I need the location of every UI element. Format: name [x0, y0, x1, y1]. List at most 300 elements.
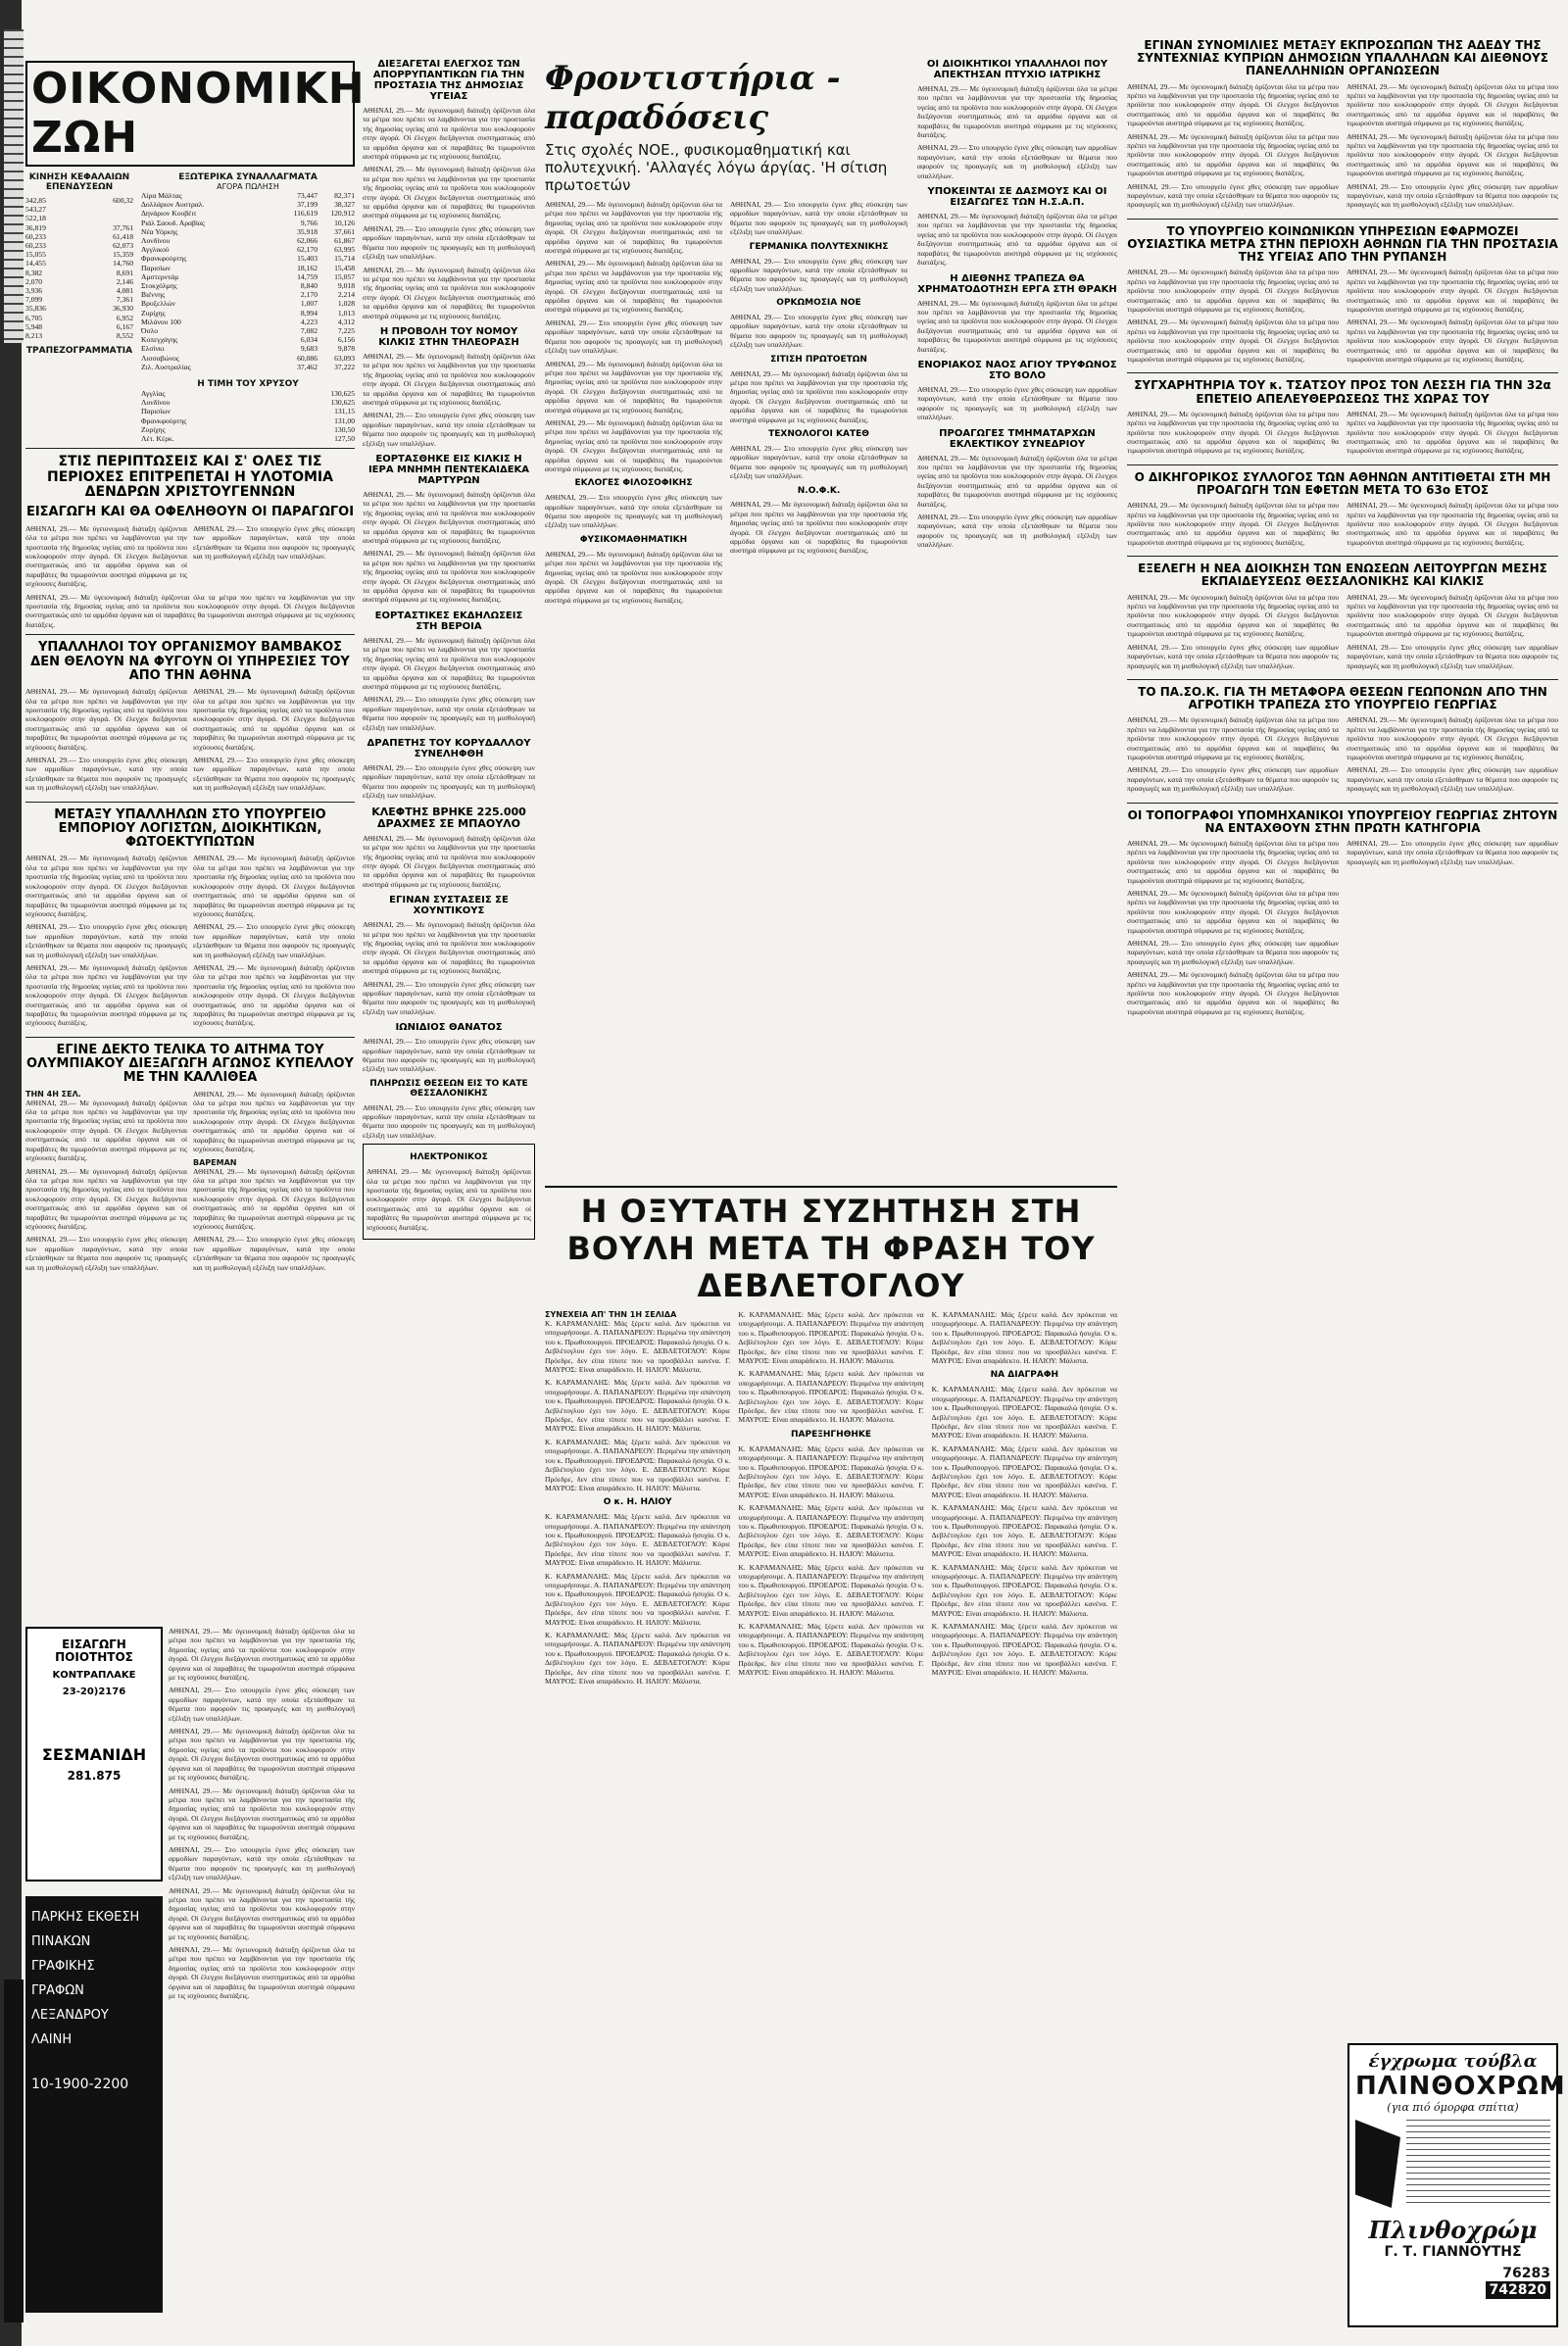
capital-value-b: 61,418 — [113, 231, 133, 241]
article-adedy-e: ΑΘΗΝΑΙ, 29.— Με ύγειονομική διάταξη όρίζονται όλα τα μέτρα που πρέπει να λαμβάνονται για την προστασία τής δημοσίας υγείας από τα προϊόντα που κυκλοφορούν στην άγορά. Οί έλεγχοι διεξάγονται συστηματικώς από τα αρμόδια όργανα και οί παραβάτες θα τιμωρούνται αυστηρά σύμφωνα με τις ισχύουσες διατάξεις. — [1347, 131, 1558, 178]
ad-ekthesi — [25, 1896, 163, 2313]
left-block-2 — [4, 1979, 24, 2322]
headline-adedy: ΕΓΙΝΑΝ ΣΥΝΟΜΙΛΙΕΣ ΜΕΤΑΞΥ ΕΚΠΡΟΣΩΠΩΝ ΤΗΣ ΑΔΕΔΥ ΤΗΣ ΣΥΝΤΕΧΝΙΑΣ ΚΥΠΡΙΩΝ ΔΗΜΟΣΙΩΝ ΥΠΑΛΛΗΛΩΝ ΚΑΙ ΔΙΕΘΝΟΥΣ ΠΑΝΕΛΛΗΝΙΩΝ ΟΡΓΑΝΩΣΕΩΝ — [1137, 38, 1548, 78]
sub-technologoi: ΤΕΧΝΟΛΟΓΟΙ ΚΑΤΕΘ — [768, 428, 869, 439]
vouli-text-r: Κ. ΚΑΡΑΜΑΝΛΗΣ: Μάς ξέρετε καλά. Δεν πρόκειται να υποχωρήσουμε. Α. ΠΑΠΑΝΔΡΕΟΥ: Περιμένω την απάντηση του κ. Πρωθυπουργού. ΠΡΟΕΔΡΟΣ: Παρακαλώ ήσυχία. Ο κ. Δεβλέτογλου έχει τον λόγο. Ε. ΔΕΒΛΕΤΟΓΛΟΥ: Κύριε Πρόεδρε, δεν είπα τίποτε που να προσβάλλει κανένα. Γ. ΜΑΥΡΟΣ: Είναι απαράδεκτο. Η. ΗΛΙΟΥ: Μάλιστα. — [931, 1622, 1117, 1678]
capital-value-a: 60,233 — [25, 231, 46, 241]
ad2-line1: ΠΑΡΚΗΣ ΕΚΘΕΣΗ — [31, 1910, 140, 1925]
headline-kypello: ΕΓΙΝΕ ΔΕΚΤΟ ΤΕΛΙΚΑ ΤΟ ΑΙΤΗΜΑ ΤΟΥ ΟΛΥΜΠΙΑΚΟΥ ΔΙΕΞΑΓΩΓΗ ΑΓΩΝΟΣ ΚΥΠΕΛΛΟΥ ΜΕ ΤΗΝ ΚΑΛΛΙΘΕΑ — [26, 1042, 354, 1086]
gold-value: 130,625 — [330, 389, 355, 399]
exchange-row — [141, 191, 355, 200]
exchange-buy: 8,994 — [300, 308, 318, 318]
exchange-sell: 61,867 — [334, 236, 355, 246]
exchange-row — [141, 245, 355, 254]
article-adedy-c: ΑΘΗΝΑΙ, 29.— Στο υπουργείο έγινε χθες σύσκεψη των αρμοδίων παραγόντων, κατά την οποία εξετάσθηκαν τα θέματα που αφορούν τις προαγωγές και τη μισθολογική εξέλιξη των υπαλλήλων. — [1127, 181, 1339, 210]
ad2-line6: ΛΑΙΝΗ — [31, 2032, 73, 2047]
ad1-line2: 23-20)2176 — [62, 1686, 126, 1698]
exchange-row — [141, 254, 355, 263]
article-emporiou-b: ΑΘΗΝΑΙ, 29.— Στο υπουργείο έγινε χθες σύσκεψη των αρμοδίων παραγόντων, κατά την οποία εξετάσθηκαν τα θέματα που αφορούν τις προαγωγές και τη μισθολογική εξέλιξη των υπαλλήλων. — [25, 922, 187, 959]
exchange-name: Νέα Υόρκης — [141, 226, 178, 236]
sub-filosofiki: ΕΚΛΟΓΕΣ ΦΙΛΟΣΟΦΙΚΗΣ — [574, 478, 693, 489]
gold-row — [141, 416, 355, 425]
headline-dikigoroi: Ο ΔΙΚΗΓΟΡΙΚΟΣ ΣΥΛΛΟΓΟΣ ΤΩΝ ΑΘΗΝΩΝ ΑΝΤΙΤΙΘΕΤΑΙ ΣΤΗ ΜΗ ΠΡΟΑΓΩΓΗ ΤΩΝ ΕΦΕΤΩΝ ΜΕΤΑ ΤΟ 63ο ΕΤΟΣ — [1134, 469, 1551, 498]
ad2-hours: 10-1900-2200 — [31, 2077, 129, 2092]
exchange-sell: 6,156 — [337, 335, 355, 345]
capital-value-a: 8,382 — [25, 268, 43, 277]
headline-pasok: ΤΟ ΠΑ.ΣΟ.Κ. ΓΙΑ ΤΗ ΜΕΤΑΦΟΡΑ ΘΕΣΕΩΝ ΓΕΩΠΟΝΩΝ ΑΠΟ ΤΗΝ ΑΓΡΟΤΙΚΗ ΤΡΑΠΕΖΑ ΣΤΟ ΥΠΟΥΡΓΕΙΟ ΓΕΩΡΓΙΑΣ — [1138, 684, 1547, 712]
exchange-row — [141, 354, 355, 363]
exchange-buy: 9,683 — [300, 344, 318, 354]
vouli-text-a: Κ. ΚΑΡΑΜΑΝΛΗΣ: Μάς ξέρετε καλά. Δεν πρόκειται να υποχωρήσουμε. Α. ΠΑΠΑΝΔΡΕΟΥ: Περιμένω την απάντηση του κ. Πρωθυπουργού. ΠΡΟΕΔΡΟΣ: Παρακαλώ ήσυχία. Ο κ. Δεβλέτογλου έχει τον λόγο. Ε. ΔΕΒΛΕΤΟΓΛΟΥ: Κύριε Πρόεδρε, δεν είπα τίποτε που να προσβάλλει κανένα. Γ. ΜΑΥΡΟΣ: Είναι απαράδεκτο. Η. ΗΛΙΟΥ: Μάλιστα. — [545, 1319, 731, 1375]
capital-table — [25, 196, 133, 340]
article-left-bottom-g: ΑΘΗΝΑΙ, 29.— Με ύγειονομική διάταξη όρίζονται όλα τα μέτρα που πρέπει να λαμβάνονται για την προστασία τής δημοσίας υγείας από τα προϊόντα που κυκλοφορούν στην άγορά. Οί έλεγχοι διεξάγονται συστηματικώς από τα αρμόδια όργανα και οί παραβάτες θα τιμωρούνται αυστηρά σύμφωνα με τις ισχύουσες διατάξεις. — [169, 1945, 355, 2001]
feature-subtitle: Στις σχολές ΝΟΕ., φυσικομαθηματική και πολυτεχνική. 'Αλλαγές λόγω άργίας. 'Η σίτιση πρωτοετών — [545, 141, 888, 194]
exchange-name: Παρισίων — [141, 263, 171, 272]
exchange-sell: 15,458 — [334, 263, 355, 272]
headline-vouli: Η ΟΞΥΤΑΤΗ ΣΥΖΗΤΗΣΗ ΣΤΗ ΒΟΥΛΗ ΜΕΤΑ ΤΗ ΦΡΑΣΗ ΤΟΥ ΔΕΒΛΕΤΟΓΛΟΥ — [566, 1193, 1096, 1304]
capital-row — [25, 196, 133, 205]
feature-text-j: ΑΘΗΝΑΙ, 29.— Στο υπουργείο έγινε χθες σύσκεψη των αρμοδίων παραγόντων, κατά την οποία εξετάσθηκαν τα θέματα που αφορούν τις προαγωγές και τη μισθολογική εξέλιξη των υπαλλήλων. — [730, 313, 907, 350]
exchange-row — [141, 209, 355, 218]
exchange-name: Αμστερντάμ — [141, 271, 179, 281]
article-elegxos-d: ΑΘΗΝΑΙ, 29.— Με ύγειονομική διάταξη όρίζονται όλα τα μέτρα που πρέπει να λαμβάνονται για την προστασία τής δημοσίας υγείας από τα προϊόντα που κυκλοφορούν στην άγορά. Οί έλεγχοι διεξάγονται συστηματικώς από τα αρμόδια όργανα και οί παραβάτες θα τιμωρούνται αυστηρά σύμφωνα με τις ισχύουσες διατάξεις. — [363, 265, 535, 320]
capital-value-b: 37,761 — [113, 222, 133, 232]
exchange-name: Ζιλ. Αυστραλίας — [141, 362, 191, 371]
vouli-subhead-parexigithike: ΠΑΡΕΞΗΓΗΘΗΚΕ — [790, 1429, 872, 1440]
article-perip-a: ΑΘΗΝΑΙ, 29.— Με ύγειονομική διάταξη όρίζονται όλα τα μέτρα που πρέπει να λαμβάνονται για την προστασία τής δημοσίας υγείας από τα προϊόντα που κυκλοφορούν στην άγορά. Οί έλεγχοι διεξάγονται συστηματικώς από τα αρμόδια όργανα και οί παραβάτες θα τιμωρούνται αυστηρά σύμφωνα με τις ισχύουσες διατάξεις. — [25, 523, 187, 589]
feature-text-g: ΑΘΗΝΑΙ, 29.— Με ύγειονομική διάταξη όρίζονται όλα τα μέτρα που πρέπει να λαμβάνονται για την προστασία τής δημοσίας υγείας από τα προϊόντα που κυκλοφορούν στην άγορά. Οί έλεγχοι διεξάγονται συστηματικώς από τα αρμόδια όργανα και οί παραβάτες θα τιμωρούνται αυστηρά σύμφωνα με τις ισχύουσες διατάξεις. — [545, 549, 722, 605]
gold-name: Λέτ. Κέρκ. — [141, 434, 174, 444]
exchange-sell: 63,093 — [334, 353, 355, 363]
capital-value-b: 2,146 — [116, 276, 133, 286]
article-thesseis: ΑΘΗΝΑΙ, 29.— Στο υπουργείο έγινε χθες σύσκεψη των αρμοδίων παραγόντων, κατά την οποία εξετάσθηκαν τα θέματα που αφορούν τις προαγωγές και τη μισθολογική εξέλιξη των υπαλλήλων. — [363, 1102, 535, 1140]
capital-row — [25, 277, 133, 286]
exchange-buy: 37,199 — [297, 200, 318, 210]
article-ilektronikos: ΑΘΗΝΑΙ, 29.— Με ύγειονομική διάταξη όρίζονται όλα τα μέτρα που πρέπει να λαμβάνονται για την προστασία τής δημοσίας υγείας από τα προϊόντα που κυκλοφορούν στην άγορά. Οί έλεγχοι διεξάγονται συστηματικώς από τα αρμόδια όργανα και οί παραβάτες θα τιμωρούνται αυστηρά σύμφωνα με τις ισχύουσες διατάξεις. — [367, 1167, 531, 1232]
vouli-text-i: Κ. ΚΑΡΑΜΑΝΛΗΣ: Μάς ξέρετε καλά. Δεν πρόκειται να υποχωρήσουμε. Α. ΠΑΠΑΝΔΡΕΟΥ: Περιμένω την απάντηση του κ. Πρωθυπουργού. ΠΡΟΕΔΡΟΣ: Παρακαλώ ήσυχία. Ο κ. Δεβλέτογλου έχει τον λόγο. Ε. ΔΕΒΛΕΤΟΓΛΟΥ: Κύριε Πρόεδρε, δεν είπα τίποτε που να προσβάλλει κανένα. Γ. ΜΑΥΡΟΣ: Είναι απαράδεκτο. Η. ΗΛΙΟΥ: Μάλιστα. — [738, 1443, 924, 1499]
feature-title: Φροντιστήρια - παραδόσεις — [545, 59, 841, 137]
exchange-sell: 63,995 — [334, 245, 355, 255]
exchange-buy: 62,170 — [297, 245, 318, 255]
ad2-line4: ΓΡΑΦΩΝ — [31, 1983, 84, 1998]
ad2-line2: ΠΙΝΑΚΩΝ — [31, 1934, 91, 1949]
exchange-sell: 37,661 — [334, 226, 355, 236]
article-enoseis-d: ΑΘΗΝΑΙ, 29.— Στο υπουργείο έγινε χθες σύσκεψη των αρμοδίων παραγόντων, κατά την οποία εξετάσθηκαν τα θέματα που αφορούν τις προαγωγές και τη μισθολογική εξέλιξη των υπαλλήλων. — [1347, 642, 1558, 670]
article-provoli-a: ΑΘΗΝΑΙ, 29.— Με ύγειονομική διάταξη όρίζονται όλα τα μέτρα που πρέπει να λαμβάνονται για την προστασία τής δημοσίας υγείας από τα προϊόντα που κυκλοφορούν στην άγορά. Οί έλεγχοι διεξάγονται συστηματικώς από τα αρμόδια όργανα και οί παραβάτες θα τιμωρούνται αυστηρά σύμφωνα με τις ισχύουσες διατάξεις. — [363, 351, 535, 407]
brick-icon — [1355, 2120, 1400, 2208]
headline-dioikitikoi: ΟΙ ΔΙΟΙΚΗΤΙΚΟΙ ΥΠΑΛΛΗΛΟΙ ΠΟΥ ΑΠΕΚΤΗΣΑΝ ΠΤΥΧΙΟ ΙΑΤΡΙΚΗΣ — [926, 59, 1108, 80]
article-kypello-c: ΑΘΗΝΑΙ, 29.— Στο υπουργείο έγινε χθες σύσκεψη των αρμοδίων παραγόντων, κατά την οποία εξετάσθηκαν τα θέματα που αφορούν τις προαγωγές και τη μισθολογική εξέλιξη των υπαλλήλων. — [25, 1235, 187, 1272]
ad3-sub: (για πιό όμορφα σπίτια) — [1387, 2101, 1519, 2114]
exchange-row — [141, 264, 355, 272]
right-column — [1127, 0, 1558, 1020]
capital-value-b: 7,361 — [116, 295, 133, 305]
vouli-text-e: Κ. ΚΑΡΑΜΑΝΛΗΣ: Μάς ξέρετε καλά. Δεν πρόκειται να υποχωρήσουμε. Α. ΠΑΠΑΝΔΡΕΟΥ: Περιμένω την απάντηση του κ. Πρωθυπουργού. ΠΡΟΕΔΡΟΣ: Παρακαλώ ήσυχία. Ο κ. Δεβλέτογλου έχει τον λόγο. Ε. ΔΕΒΛΕΤΟΓΛΟΥ: Κύριε Πρόεδρε, δεν είπα τίποτε που να προσβάλλει κανένα. Γ. ΜΑΥΡΟΣ: Είναι απαράδεκτο. Η. ΗΛΙΟΥ: Μάλιστα. — [545, 1571, 731, 1627]
capital-value-a: 3,936 — [25, 286, 43, 296]
ad1-phone: 281.875 — [67, 1768, 122, 1783]
gold-name: Ζυρίχης — [141, 424, 166, 434]
capital-value-a: 543,27 — [25, 205, 46, 215]
article-dikigoroi-b: ΑΘΗΝΑΙ, 29.— Με ύγειονομική διάταξη όρίζονται όλα τα μέτρα που πρέπει να λαμβάνονται για την προστασία τής δημοσίας υγείας από τα προϊόντα που κυκλοφορούν στην άγορά. Οί έλεγχοι διεξάγονται συστηματικώς από τα αρμόδια όργανα και οί παραβάτες θα τιμωρούνται αυστηρά σύμφωνα με τις ισχύουσες διατάξεις. — [1347, 501, 1558, 547]
headline-enoseis: ΕΞΕΛΕΓΗ Η ΝΕΑ ΔΙΟΙΚΗΣΗ ΤΩΝ ΕΝΩΣΕΩΝ ΛΕΙΤΟΥΡΓΩΝ ΜΕΣΗΣ ΕΚΠΑΙΔΕΥΣΕΩΣ ΘΕΣΣΑΛΟΝΙΚΗΣ ΚΑΙ ΚΙΛΚΙΣ — [1138, 562, 1547, 589]
article-pasok-a: ΑΘΗΝΑΙ, 29.— Με ύγειονομική διάταξη όρίζονται όλα τα μέτρα που πρέπει να λαμβάνονται για την προστασία τής δημοσίας υγείας από τα προϊόντα που κυκλοφορούν στην άγορά. Οί έλεγχοι διεξάγονται συστηματικώς από τα αρμόδια όργανα και οί παραβάτες θα τιμωρούνται αυστηρά σύμφωνα με τις ισχύουσες διατάξεις. — [1127, 715, 1339, 761]
vouli-text-o: Κ. ΚΑΡΑΜΑΝΛΗΣ: Μάς ξέρετε καλά. Δεν πρόκειται να υποχωρήσουμε. Α. ΠΑΠΑΝΔΡΕΟΥ: Περιμένω την απάντηση του κ. Πρωθυπουργού. ΠΡΟΕΔΡΟΣ: Παρακαλώ ήσυχία. Ο κ. Δεβλέτογλου έχει τον λόγο. Ε. ΔΕΒΛΕΤΟΓΛΟΥ: Κύριε Πρόεδρε, δεν είπα τίποτε που να προσβάλλει κανένα. Γ. ΜΑΥΡΟΣ: Είναι απαράδεκτο. Η. ΗΛΙΟΥ: Μάλιστα. — [931, 1443, 1117, 1499]
exchange-row — [141, 236, 355, 245]
article-tmimatarches-a: ΑΘΗΝΑΙ, 29.— Με ύγειονομική διάταξη όρίζονται όλα τα μέτρα που πρέπει να λαμβάνονται για την προστασία τής δημοσίας υγείας από τα προϊόντα που κυκλοφορούν στην άγορά. Οί έλεγχοι διεξάγονται συστηματικώς από τα αρμόδια όργανα και οί παραβάτες θα τιμωρούνται αυστηρά σύμφωνα με τις ισχύουσες διατάξεις. — [917, 453, 1117, 509]
gold-heading: Η ΤΙΜΗ ΤΟΥ ΧΡΥΣΟΥ — [197, 379, 299, 390]
exchange-sell: 10,126 — [334, 218, 355, 227]
column-three — [363, 0, 535, 1240]
exchange-name: Βιέννης — [141, 290, 166, 300]
capital-row — [25, 331, 133, 340]
capital-row — [25, 314, 133, 322]
exchange-sell: 9,018 — [337, 281, 355, 291]
article-pasok-b: ΑΘΗΝΑΙ, 29.— Στο υπουργείο έγινε χθες σύσκεψη των αρμοδίων παραγόντων, κατά την οποία εξετάσθηκαν τα θέματα που αφορούν τις προαγωγές και τη μισθολογική εξέλιξη των υπαλλήλων. — [1127, 765, 1339, 794]
article-elegxos-a: ΑΘΗΝΑΙ, 29.— Με ύγειονομική διάταξη όρίζονται όλα τα μέτρα που πρέπει να λαμβάνονται για την προστασία τής δημοσίας υγείας από τα προϊόντα που κυκλοφορούν στην άγορά. Οί έλεγχοι διεξάγονται συστηματικώς από τα αρμόδια όργανα και οί παραβάτες θα τιμωρούνται αυστηρά σύμφωνα με τις ισχύουσες διατάξεις. — [363, 106, 535, 162]
exchange-sell: 82,371 — [334, 191, 355, 200]
feature-text-b: ΑΘΗΝΑΙ, 29.— Με ύγειονομική διάταξη όρίζονται όλα τα μέτρα που πρέπει να λαμβάνονται για την προστασία τής δημοσίας υγείας από τα προϊόντα που κυκλοφορούν στην άγορά. Οί έλεγχοι διεξάγονται συστηματικώς από τα αρμόδια όργανα και οί παραβάτες θα τιμωρούνται αυστηρά σύμφωνα με τις ισχύουσες διατάξεις. — [545, 259, 722, 315]
exchange-row — [141, 299, 355, 308]
parliament-story — [545, 1181, 1117, 1690]
vouli-text-k: Κ. ΚΑΡΑΜΑΝΛΗΣ: Μάς ξέρετε καλά. Δεν πρόκειται να υποχωρήσουμε. Α. ΠΑΠΑΝΔΡΕΟΥ: Περιμένω την απάντηση του κ. Πρωθυπουργού. ΠΡΟΕΔΡΟΣ: Παρακαλώ ήσυχία. Ο κ. Δεβλέτογλου έχει τον λόγο. Ε. ΔΕΒΛΕΤΟΓΛΟΥ: Κύριε Πρόεδρε, δεν είπα τίποτε που να προσβάλλει κανένα. Γ. ΜΑΥΡΟΣ: Είναι απαράδεκτο. Η. ΗΛΙΟΥ: Μάλιστα. — [738, 1562, 924, 1618]
article-tsatsos-a: ΑΘΗΝΑΙ, 29.— Με ύγειονομική διάταξη όρίζονται όλα τα μέτρα που πρέπει να λαμβάνονται για την προστασία τής δημοσίας υγείας από τα προϊόντα που κυκλοφορούν στην άγορά. Οί έλεγχοι διεξάγονται συστηματικώς από τα αρμόδια όργανα και οί παραβάτες θα τιμωρούνται αυστηρά σύμφωνα με τις ισχύουσες διατάξεις. — [1127, 409, 1339, 456]
capital-value-b: 14,760 — [113, 259, 133, 269]
capital-value-a: 60,233 — [25, 241, 46, 251]
exchange-sell: 2,214 — [337, 290, 355, 300]
exchange-row — [141, 281, 355, 290]
capital-value-b: 8,552 — [116, 331, 133, 341]
capital-value-b: 600,32 — [113, 196, 133, 205]
article-perip-b: ΑΘΗΝΑΙ, 29.— Στο υπουργείο έγινε χθες σύσκεψη των αρμοδίων παραγόντων, κατά την οποία εξετάσθηκαν τα θέματα που αφορούν τις προαγωγές και τη μισθολογική εξέλιξη των υπαλλήλων. — [193, 523, 355, 561]
capital-value-a: 14,455 — [25, 259, 46, 269]
exchange-buy: 4,223 — [300, 317, 318, 326]
article-ypokeitai: ΑΘΗΝΑΙ, 29.— Με ύγειονομική διάταξη όρίζονται όλα τα μέτρα που πρέπει να λαμβάνονται για την προστασία τής δημοσίας υγείας από τα προϊόντα που κυκλοφορούν στην άγορά. Οί έλεγχοι διεξάγονται συστηματικώς από τα αρμόδια όργανα και οί παραβάτες θα τιμωρούνται αυστηρά σύμφωνα με τις ισχύουσες διατάξεις. — [917, 212, 1117, 268]
article-vamvaki-c: ΑΘΗΝΑΙ, 29.— Με ύγειονομική διάταξη όρίζονται όλα τα μέτρα που πρέπει να λαμβάνονται για την προστασία τής δημοσίας υγείας από τα προϊόντα που κυκλοφορούν στην άγορά. Οί έλεγχοι διεξάγονται συστηματικώς από τα αρμόδια όργανα και οί παραβάτες θα τιμωρούνται αυστηρά σύμφωνα με τις ισχύουσες διατάξεις. — [193, 687, 355, 752]
box-ilektronikos — [363, 1144, 535, 1240]
article-topografoi-e: ΑΘΗΝΑΙ, 29.— Στο υπουργείο έγινε χθες σύσκεψη των αρμοδίων παραγόντων, κατά την οποία εξετάσθηκαν τα θέματα που αφορούν τις προαγωγές και τη μισθολογική εξέλιξη των υπαλλήλων. — [1347, 838, 1558, 866]
vouli-text-b: Κ. ΚΑΡΑΜΑΝΛΗΣ: Μάς ξέρετε καλά. Δεν πρόκειται να υποχωρήσουμε. Α. ΠΑΠΑΝΔΡΕΟΥ: Περιμένω την απάντηση του κ. Πρωθυπουργού. ΠΡΟΕΔΡΟΣ: Παρακαλώ ήσυχία. Ο κ. Δεβλέτογλου έχει τον λόγο. Ε. ΔΕΒΛΕΤΟΓΛΟΥ: Κύριε Πρόεδρε, δεν είπα τίποτε που να προσβάλλει κανένα. Γ. ΜΑΥΡΟΣ: Είναι απαράδεκτο. Η. ΗΛΙΟΥ: Μάλιστα. — [545, 1378, 731, 1434]
article-pasok-d: ΑΘΗΝΑΙ, 29.— Στο υπουργείο έγινε χθες σύσκεψη των αρμοδίων παραγόντων, κατά την οποία εξετάσθηκαν τα θέματα που αφορούν τις προαγωγές και τη μισθολογική εξέλιξη των υπαλλήλων. — [1347, 765, 1558, 794]
capital-row — [25, 250, 133, 259]
ad3-text-block — [1406, 2120, 1550, 2208]
article-adedy-f: ΑΘΗΝΑΙ, 29.— Στο υπουργείο έγινε χθες σύσκεψη των αρμοδίων παραγόντων, κατά την οποία εξετάσθηκαν τα θέματα που αφορούν τις προαγωγές και τη μισθολογική εξέλιξη των υπαλλήλων. — [1347, 181, 1558, 210]
exchange-row — [141, 335, 355, 344]
headline-topografoi: ΟΙ ΤΟΠΟΓΡΑΦΟΙ ΥΠΟΜΗΧΑΝΙΚΟΙ ΥΠΟΥΡΓΕΙΟΥ ΓΕΩΡΓΙΑΣ ΖΗΤΟΥΝ ΝΑ ΕΝΤΑΧΘΟΥΝ ΣΤΗΝ ΠΡΩΤΗ ΚΑΤΗΓΟΡΙΑ — [1127, 807, 1558, 835]
capital-value-a: 36,819 — [25, 222, 46, 232]
vouli-text-c: Κ. ΚΑΡΑΜΑΝΛΗΣ: Μάς ξέρετε καλά. Δεν πρόκειται να υποχωρήσουμε. Α. ΠΑΠΑΝΔΡΕΟΥ: Περιμένω την απάντηση του κ. Πρωθυπουργού. ΠΡΟΕΔΡΟΣ: Παρακαλώ ήσυχία. Ο κ. Δεβλέτογλου έχει τον λόγο. Ε. ΔΕΒΛΕΤΟΓΛΟΥ: Κύριε Πρόεδρε, δεν είπα τίποτε που να προσβάλλει κανένα. Γ. ΜΑΥΡΟΣ: Είναι απαράδεκτο. Η. ΗΛΙΟΥ: Μάλιστα. — [545, 1437, 731, 1492]
exchange-row — [141, 363, 355, 371]
exchange-name: Στοκχόλμης — [141, 281, 177, 291]
exchange-buy: 60,086 — [297, 353, 318, 363]
gold-row — [141, 425, 355, 434]
ad2-line3: ΓΡΑΦΙΚΗΣ — [31, 1959, 95, 1974]
capital-row — [25, 269, 133, 277]
capital-row — [25, 304, 133, 313]
article-kypello-d: ΑΘΗΝΑΙ, 29.— Με ύγειονομική διάταξη όρίζονται όλα τα μέτρα που πρέπει να λαμβάνονται για την προστασία τής δημοσίας υγείας από τα προϊόντα που κυκλοφορούν στην άγορά. Οί έλεγχοι διεξάγονται συστηματικώς από τα αρμόδια όργανα και οί παραβάτες θα τιμωρούνται αυστηρά σύμφωνα με τις ισχύουσες διατάξεις. — [193, 1089, 355, 1154]
left-label-b: ΒΑΡΕΜΑΝ — [193, 1157, 237, 1167]
ad3-brand: Πλινθοχρώμ — [1368, 2216, 1538, 2244]
ad3-top: έγχρωμα τούβλα — [1368, 2051, 1538, 2072]
capital-value-a: 342,85 — [25, 196, 46, 205]
article-provoli-b: ΑΘΗΝΑΙ, 29.— Στο υπουργείο έγινε χθες σύσκεψη των αρμοδίων παραγόντων, κατά την οποία εξετάσθηκαν τα θέματα που αφορούν τις προαγωγές και τη μισθολογική εξέλιξη των υπαλλήλων. — [363, 411, 535, 448]
gold-name: Παρισίων — [141, 407, 171, 416]
ad1-brand: ΣΕΣΜΑΝΙΔΗ — [41, 1745, 147, 1765]
exchange-name: Λισσαβώνος — [141, 353, 179, 363]
article-naos: ΑΘΗΝΑΙ, 29.— Στο υπουργείο έγινε χθες σύσκεψη των αρμοδίων παραγόντων, κατά την οποία εξετάσθηκαν τα θέματα που αφορούν τις προαγωγές και τη μισθολογική εξέλιξη των υπαλλήλων. — [917, 384, 1117, 422]
exchange-name: Αγγλικού — [141, 245, 170, 255]
article-left-bottom-c: ΑΘΗΝΑΙ, 29.— Με ύγειονομική διάταξη όρίζονται όλα τα μέτρα που πρέπει να λαμβάνονται για την προστασία τής δημοσίας υγείας από τα προϊόντα που κυκλοφορούν στην άγορά. Οί έλεγχοι διεξάγονται συστηματικώς από τα αρμόδια όργανα και οί παραβάτες θα τιμωρούνται αυστηρά σύμφωνα με τις ισχύουσες διατάξεις. — [169, 1727, 355, 1783]
exchange-row — [141, 326, 355, 335]
exchange-heading: ΕΞΩΤΕΡΙΚΑ ΣΥΝΑΛΛΑΓΜΑΤΑ — [178, 172, 318, 182]
feature-text-c: ΑΘΗΝΑΙ, 29.— Στο υπουργείο έγινε χθες σύσκεψη των αρμοδίων παραγόντων, κατά την οποία εξετάσθηκαν τα θέματα που αφορούν τις προαγωγές και τη μισθολογική εξέλιξη των υπαλλήλων. — [545, 318, 722, 356]
gold-table — [141, 389, 355, 443]
headline-eisagogi: ΕΙΣΑΓΩΓΗ ΚΑΙ ΘΑ ΟΦΕΛΗΘΟΥΝ ΟΙ ΠΑΡΑΓΩΓΟΙ — [25, 505, 355, 520]
capital-row — [25, 286, 133, 295]
headline-veroia: ΕΟΡΤΑΣΤΙΚΕΣ ΕΚΔΗΛΩΣΕΙΣ ΣΤΗ ΒΕΡΟΙΑ — [374, 610, 523, 632]
article-ryp-c: ΑΘΗΝΑΙ, 29.— Με ύγειονομική διάταξη όρίζονται όλα τα μέτρα που πρέπει να λαμβάνονται για την προστασία τής δημοσίας υγείας από τα προϊόντα που κυκλοφορούν στην άγορά. Οί έλεγχοι διεξάγονται συστηματικώς από τα αρμόδια όργανα και οί παραβάτες θα τιμωρούνται αυστηρά σύμφωνα με τις ισχύουσες διατάξεις. — [1347, 268, 1558, 315]
article-topografoi-c: ΑΘΗΝΑΙ, 29.— Στο υπουργείο έγινε χθες σύσκεψη των αρμοδίων παραγόντων, κατά την οποία εξετάσθηκαν τα θέματα που αφορούν τις προαγωγές και τη μισθολογική εξέλιξη των υπαλλήλων. — [1127, 938, 1339, 966]
masthead-title: ΟΙΚΟΝΟΜΙΚΗ ΖΩΗ — [31, 64, 366, 163]
article-left-bottom-d: ΑΘΗΝΑΙ, 29.— Με ύγειονομική διάταξη όρίζονται όλα τα μέτρα που πρέπει να λαμβάνονται για την προστασία τής δημοσίας υγείας από τα προϊόντα που κυκλοφορούν στην άγορά. Οί έλεγχοι διεξάγονται συστηματικώς από τα αρμόδια όργανα και οί παραβάτες θα τιμωρούνται αυστηρά σύμφωνα με τις ισχύουσες διατάξεις. — [169, 1785, 355, 1841]
capital-value-a: 522,18 — [25, 214, 46, 223]
article-emporiou-e: ΑΘΗΝΑΙ, 29.— Στο υπουργείο έγινε χθες σύσκεψη των αρμοδίων παραγόντων, κατά την οποία εξετάσθηκαν τα θέματα που αφορούν τις προαγωγές και τη μισθολογική εξέλιξη των υπαλλήλων. — [193, 922, 355, 959]
gold-value: 130,50 — [334, 424, 355, 434]
headline-provoli: Η ΠΡΟΒΟΛΗ ΤΟΥ ΝΟΜΟΥ ΚΙΛΚΙΣ ΣΤΗΝ ΤΗΛΕΟΡΑΣΗ — [378, 325, 519, 348]
exchange-name: Δηνάριον Κουβέιτ — [141, 209, 197, 219]
article-emporiou-c: ΑΘΗΝΑΙ, 29.— Με ύγειονομική διάταξη όρίζονται όλα τα μέτρα που πρέπει να λαμβάνονται για την προστασία τής δημοσίας υγείας από τα προϊόντα που κυκλοφορούν στην άγορά. Οί έλεγχοι διεξάγονται συστηματικώς από τα αρμόδια όργανα και οί παραβάτες θα τιμωρούνται αυστηρά σύμφωνα με τις ισχύουσες διατάξεις. — [25, 962, 187, 1028]
exchange-sell: 4,312 — [337, 317, 355, 326]
vouli-text-g: Κ. ΚΑΡΑΜΑΝΛΗΣ: Μάς ξέρετε καλά. Δεν πρόκειται να υποχωρήσουμε. Α. ΠΑΠΑΝΔΡΕΟΥ: Περιμένω την απάντηση του κ. Πρωθυπουργού. ΠΡΟΕΔΡΟΣ: Παρακαλώ ήσυχία. Ο κ. Δεβλέτογλου έχει τον λόγο. Ε. ΔΕΒΛΕΤΟΓΛΟΥ: Κύριε Πρόεδρε, δεν είπα τίποτε που να προσβάλλει κανένα. Γ. ΜΑΥΡΟΣ: Είναι απαράδεκτο. Η. ΗΛΙΟΥ: Μάλιστα. — [738, 1310, 924, 1366]
article-kypello-f: ΑΘΗΝΑΙ, 29.— Στο υπουργείο έγινε χθες σύσκεψη των αρμοδίων παραγόντων, κατά την οποία εξετάσθηκαν τα θέματα που αφορούν τις προαγωγές και τη μισθολογική εξέλιξη των υπαλλήλων. — [193, 1235, 355, 1272]
exchange-name: Ζυρίχης — [141, 308, 166, 318]
feature-text-d: ΑΘΗΝΑΙ, 29.— Με ύγειονομική διάταξη όρίζονται όλα τα μέτρα που πρέπει να λαμβάνονται για την προστασία τής δημοσίας υγείας από τα προϊόντα που κυκλοφορούν στην άγορά. Οί έλεγχοι διεξάγονται συστηματικώς από τα αρμόδια όργανα και οί παραβάτες θα τιμωρούνται αυστηρά σύμφωνα με τις ισχύουσες διατάξεις. — [545, 359, 722, 415]
article-kypello-a: ΑΘΗΝΑΙ, 29.— Με ύγειονομική διάταξη όρίζονται όλα τα μέτρα που πρέπει να λαμβάνονται για την προστασία τής δημοσίας υγείας από τα προϊόντα που κυκλοφορούν στην άγορά. Οί έλεγχοι διεξάγονται συστηματικώς από τα αρμόδια όργανα και οί παραβάτες θα τιμωρούνται αυστηρά σύμφωνα με τις ισχύουσες διατάξεις. — [25, 1098, 187, 1163]
capital-block — [25, 172, 133, 443]
capital-value-a: 8,213 — [25, 331, 43, 341]
capital-value-a: 2,070 — [25, 276, 43, 286]
ad3-phone1: 76283 — [1502, 2266, 1550, 2281]
article-topografoi-b: ΑΘΗΝΑΙ, 29.— Με ύγειονομική διάταξη όρίζονται όλα τα μέτρα που πρέπει να λαμβάνονται για την προστασία τής δημοσίας υγείας από τα προϊόντα που κυκλοφορούν στην άγορά. Οί έλεγχοι διεξάγονται συστηματικώς από τα αρμόδια όργανα και οί παραβάτες θα τιμωρούνται αυστηρά σύμφωνα με τις ισχύουσες διατάξεις. — [1127, 888, 1339, 935]
exchange-row — [141, 318, 355, 326]
gold-value: 131,00 — [334, 415, 355, 425]
article-kypello-b: ΑΘΗΝΑΙ, 29.— Με ύγειονομική διάταξη όρίζονται όλα τα μέτρα που πρέπει να λαμβάνονται για την προστασία τής δημοσίας υγείας από τα προϊόντα που κυκλοφορούν στην άγορά. Οί έλεγχοι διεξάγονται συστηματικώς από τα αρμόδια όργανα και οί παραβάτες θα τιμωρούνται αυστηρά σύμφωνα με τις ισχύουσες διατάξεις. — [25, 1166, 187, 1231]
capital-row — [25, 205, 133, 214]
article-emporiou-a: ΑΘΗΝΑΙ, 29.— Με ύγειονομική διάταξη όρίζονται όλα τα μέτρα που πρέπει να λαμβάνονται για την προστασία τής δημοσίας υγείας από τα προϊόντα που κυκλοφορούν στην άγορά. Οί έλεγχοι διεξάγονται συστηματικώς από τα αρμόδια όργανα και οί παραβάτες θα τιμωρούνται αυστηρά σύμφωνα με τις ισχύουσες διατάξεις. — [25, 854, 187, 918]
exchange-sell: 38,327 — [334, 200, 355, 210]
capital-value-a: 5,948 — [25, 321, 43, 331]
capital-row — [25, 232, 133, 241]
exchange-buy: 73,447 — [297, 191, 318, 200]
headline-trapeza: Η ΔΙΕΘΝΗΣ ΤΡΑΠΕΖΑ ΘΑ ΧΡΗΜΑΤΟΔΟΤΗΣΗ ΕΡΓΑ ΣΤΗ ΘΡΑΚΗ — [917, 272, 1117, 295]
article-emporiou-d: ΑΘΗΝΑΙ, 29.— Με ύγειονομική διάταξη όρίζονται όλα τα μέτρα που πρέπει να λαμβάνονται για την προστασία τής δημοσίας υγείας από τα προϊόντα που κυκλοφορούν στην άγορά. Οί έλεγχοι διεξάγονται συστηματικώς από τα αρμόδια όργανα και οί παραβάτες θα τιμωρούνται αυστηρά σύμφωνα με τις ισχύουσες διατάξεις. — [193, 854, 355, 918]
headline-perip: ΣΤΙΣ ΠΕΡΙΠΤΩΣΕΙΣ ΚΑΙ Σ' ΟΛΕΣ ΤΙΣ ΠΕΡΙΟΧΕΣ ΕΠΙΤΡΕΠΕΤΑΙ Η ΥΛΟΤΟΜΙΑ ΔΕΝΔΡΩΝ ΧΡΙΣΤΟΥΓΕΝΝΩΝ — [47, 454, 333, 501]
masthead-box — [25, 61, 366, 167]
article-drapetis: ΑΘΗΝΑΙ, 29.— Στο υπουργείο έγινε χθες σύσκεψη των αρμοδίων παραγόντων, κατά την οποία εξετάσθηκαν τα θέματα που αφορούν τις προαγωγές και τη μισθολογική εξέλιξη των υπαλλήλων. — [363, 762, 535, 801]
exchange-name: Κοπεγχάγης — [141, 335, 178, 345]
article-dikigoroi-a: ΑΘΗΝΑΙ, 29.— Με ύγειονομική διάταξη όρίζονται όλα τα μέτρα που πρέπει να λαμβάνονται για την προστασία τής δημοσίας υγείας από τα προϊόντα που κυκλοφορούν στην άγορά. Οί έλεγχοι διεξάγονται συστηματικώς από τα αρμόδια όργανα και οί παραβάτες θα τιμωρούνται αυστηρά σύμφωνα με τις ισχύουσες διατάξεις. — [1127, 501, 1339, 547]
feature-block — [545, 0, 907, 609]
ad2-line5: ΛΕΞΑΝΔΡΟΥ — [31, 2008, 109, 2023]
exchange-name: Φρανκφούρτης — [141, 254, 187, 264]
exchange-row — [141, 200, 355, 209]
capital-row — [25, 322, 133, 331]
exchange-buy: 6,034 — [300, 335, 318, 345]
article-trapeza: ΑΘΗΝΑΙ, 29.— Με ύγειονομική διάταξη όρίζονται όλα τα μέτρα που πρέπει να λαμβάνονται για την προστασία τής δημοσίας υγείας από τα προϊόντα που κυκλοφορούν στην άγορά. Οί έλεγχοι διεξάγονται συστηματικώς από τα αρμόδια όργανα και οί παραβάτες θα τιμωρούνται αυστηρά σύμφωνα με τις ισχύουσες διατάξεις. — [917, 298, 1117, 354]
article-ryp-d: ΑΘΗΝΑΙ, 29.— Με ύγειονομική διάταξη όρίζονται όλα τα μέτρα που πρέπει να λαμβάνονται για την προστασία τής δημοσίας υγείας από τα προϊόντα που κυκλοφορούν στην άγορά. Οί έλεγχοι διεξάγονται συστηματικώς από τα αρμόδια όργανα και οί παραβάτες θα τιμωρούνται αυστηρά σύμφωνα με τις ισχύουσες διατάξεις. — [1347, 318, 1558, 365]
article-dioikitikoi-a: ΑΘΗΝΑΙ, 29.— Με ύγειονομική διάταξη όρίζονται όλα τα μέτρα που πρέπει να λαμβάνονται για την προστασία τής δημοσίας υγείας από τα προϊόντα που κυκλοφορούν στην άγορά. Οί έλεγχοι διεξάγονται συστηματικώς από τα αρμόδια όργανα και οί παραβάτες θα τιμωρούνται αυστηρά σύμφωνα με τις ισχύουσες διατάξεις. — [917, 84, 1117, 140]
sub-fysikomath: ΦΥΣΙΚΟΜΑΘΗΜΑΤΙΚΗ — [579, 534, 688, 545]
article-left-bottom-e: ΑΘΗΝΑΙ, 29.— Στο υπουργείο έγινε χθες σύσκεψη των αρμοδίων παραγόντων, κατά την οποία εξετάσθηκαν τα θέματα που αφορούν τις προαγωγές και τη μισθολογική εξέλιξη των υπαλλήλων. — [169, 1844, 355, 1882]
headline-klefthis: ΚΛΕΦΤΗΣ ΒΡΗΚΕ 225.000 ΔΡΑΧΜΕΣ ΣΕ ΜΠΑΟΥΛΟ — [371, 805, 526, 830]
capital-row — [25, 295, 133, 304]
exchange-sell: 1,013 — [337, 308, 355, 318]
gold-row — [141, 434, 355, 443]
exchange-row — [141, 290, 355, 299]
ad3-title: ΠΛΙΝΘΟΧΡΩΜ — [1355, 2072, 1566, 2101]
exchange-buy: 18,162 — [297, 263, 318, 272]
feature-text-l: ΑΘΗΝΑΙ, 29.— Στο υπουργείο έγινε χθες σύσκεψη των αρμοδίων παραγόντων, κατά την οποία εξετάσθηκαν τα θέματα που αφορούν τις προαγωγές και τη μισθολογική εξέλιξη των υπαλλήλων. — [730, 443, 907, 481]
headline-tmimatarches: ΠΡΟΑΓΩΓΕΣ ΤΜΗΜΑΤΑΡΧΩΝ ΕΚΛΕΚΤΙΚΟΥ ΣΥΝΕΔΡΙΟΥ — [939, 427, 1096, 450]
article-systaseis-a: ΑΘΗΝΑΙ, 29.— Με ύγειονομική διάταξη όρίζονται όλα τα μέτρα που πρέπει να λαμβάνονται για την προστασία τής δημοσίας υγείας από τα προϊόντα που κυκλοφορούν στην άγορά. Οί έλεγχοι διεξάγονται συστηματικώς από τα αρμόδια όργανα και οί παραβάτες θα τιμωρούνται αυστηρά σύμφωνα με τις ισχύουσες διατάξεις. — [363, 920, 535, 976]
vouli-subhead-iliou: Ο κ. Η. ΗΛΙΟΥ — [603, 1497, 672, 1508]
article-ryp-a: ΑΘΗΝΑΙ, 29.— Με ύγειονομική διάταξη όρίζονται όλα τα μέτρα που πρέπει να λαμβάνονται για την προστασία τής δημοσίας υγείας από τα προϊόντα που κυκλοφορούν στην άγορά. Οί έλεγχοι διεξάγονται συστηματικώς από τα αρμόδια όργανα και οί παραβάτες θα τιμωρούνται αυστηρά σύμφωνα με τις ισχύουσες διατάξεις. — [1127, 268, 1339, 315]
article-elegxos-c: ΑΘΗΝΑΙ, 29.— Στο υπουργείο έγινε χθες σύσκεψη των αρμοδίων παραγόντων, κατά την οποία εξετάσθηκαν τα θέματα που αφορούν τις προαγωγές και τη μισθολογική εξέλιξη των υπαλλήλων. — [363, 223, 535, 262]
article-vamvaki-d: ΑΘΗΝΑΙ, 29.— Στο υπουργείο έγινε χθες σύσκεψη των αρμοδίων παραγόντων, κατά την οποία εξετάσθηκαν τα θέματα που αφορούν τις προαγωγές και τη μισθολογική εξέλιξη των υπαλλήλων. — [193, 755, 355, 793]
sub-nofk: Ν.Ο.Φ.Κ. — [797, 485, 841, 496]
vouli-text-f: Κ. ΚΑΡΑΜΑΝΛΗΣ: Μάς ξέρετε καλά. Δεν πρόκειται να υποχωρήσουμε. Α. ΠΑΠΑΝΔΡΕΟΥ: Περιμένω την απάντηση του κ. Πρωθυπουργού. ΠΡΟΕΔΡΟΣ: Παρακαλώ ήσυχία. Ο κ. Δεβλέτογλου έχει τον λόγο. Ε. ΔΕΒΛΕΤΟΓΛΟΥ: Κύριε Πρόεδρε, δεν είπα τίποτε που να προσβάλλει κανένα. Γ. ΜΑΥΡΟΣ: Είναι απαράδεκτο. Η. ΗΛΙΟΥ: Μάλιστα. — [545, 1631, 731, 1686]
exchange-buy: 35,918 — [297, 226, 318, 236]
ad3-name: Γ. Τ. ΓΙΑΝΝΟΥΤΗΣ — [1384, 2244, 1522, 2260]
ad1-title: ΕΙΣΑΓΩΓΗ ΠΟΙΟΤΗΤΟΣ — [55, 1637, 133, 1665]
exchange-name: Όσλο — [141, 326, 159, 336]
gold-value: 131,15 — [334, 407, 355, 416]
vouli-text-h: Κ. ΚΑΡΑΜΑΝΛΗΣ: Μάς ξέρετε καλά. Δεν πρόκειται να υποχωρήσουμε. Α. ΠΑΠΑΝΔΡΕΟΥ: Περιμένω την απάντηση του κ. Πρωθυπουργού. ΠΡΟΕΔΡΟΣ: Παρακαλώ ήσυχία. Ο κ. Δεβλέτογλου έχει τον λόγο. Ε. ΔΕΒΛΕΤΟΓΛΟΥ: Κύριε Πρόεδρε, δεν είπα τίποτε που να προσβάλλει κανένα. Γ. ΜΑΥΡΟΣ: Είναι απαράδεκτο. Η. ΗΛΙΟΥ: Μάλιστα. — [738, 1369, 924, 1425]
gold-value: 130,625 — [330, 398, 355, 408]
exchange-table — [141, 191, 355, 371]
feature-text-h: ΑΘΗΝΑΙ, 29.— Στο υπουργείο έγινε χθες σύσκεψη των αρμοδίων παραγόντων, κατά την οποία εξετάσθηκαν τα θέματα που αφορούν τις προαγωγές και τη μισθολογική εξέλιξη των υπαλλήλων. — [730, 200, 907, 237]
exchange-buy: 116,619 — [293, 209, 318, 219]
sub-orkomosia: ΟΡΚΩΜΟΣΙΑ ΝΟΕ — [776, 298, 861, 309]
article-kypello-e: ΑΘΗΝΑΙ, 29.— Με ύγειονομική διάταξη όρίζονται όλα τα μέτρα που πρέπει να λαμβάνονται για την προστασία τής δημοσίας υγείας από τα προϊόντα που κυκλοφορούν στην άγορά. Οί έλεγχοι διεξάγονται συστηματικώς από τα αρμόδια όργανα και οί παραβάτες θα τιμωρούνται αυστηρά σύμφωνα με τις ισχύουσες διατάξεις. — [193, 1166, 355, 1231]
headline-thesseis: ΠΛΗΡΩΣΙΣ ΘΕΣΕΩΝ ΕΙΣ ΤΟ ΚΑΤΕ ΘΕΣΣΑΛΟΝΙΚΗΣ — [369, 1078, 528, 1099]
ad-kontraplake — [25, 1627, 163, 1882]
headline-naos: ΕΝΟΡΙΑΚΟΣ ΝΑΟΣ ΑΓΙΟΥ ΤΡΥΦΩΝΟΣ ΣΤΟ ΒΟΛΟ — [917, 359, 1117, 381]
article-ryp-b: ΑΘΗΝΑΙ, 29.— Με ύγειονομική διάταξη όρίζονται όλα τα μέτρα που πρέπει να λαμβάνονται για την προστασία τής δημοσίας υγείας από τα προϊόντα που κυκλοφορούν στην άγορά. Οί έλεγχοι διεξάγονται συστηματικώς από τα αρμόδια όργανα και οί παραβάτες θα τιμωρούνται αυστηρά σύμφωνα με τις ισχύουσες διατάξεις. — [1127, 318, 1339, 365]
capital-value-a: 7,099 — [25, 295, 43, 305]
exchange-row — [141, 219, 355, 227]
sub-germanika: ΓΕΡΜΑΝΙΚΑ ΠΟΛΥΤΕΧΝΙΚΗΣ — [749, 241, 889, 252]
bonds-heading: ΤΡΑΠΕΖΟΓΡΑΜΜΑΤΙΑ — [25, 346, 133, 357]
headline-tsatsos: ΣΥΓΧΑΡΗΤΗΡΙΑ ΤΟΥ κ. ΤΣΑΤΣΟΥ ΠΡΟΣ ΤΟΝ ΛΕΣΣΗ ΓΙΑ ΤΗΝ 32α ΕΠΕΤΕΙΟ ΑΠΕΛΕΥΘΕΡΩΣΕΩΣ ΤΗΣ ΧΩΡΑΣ ΤΟΥ — [1134, 378, 1551, 406]
exchange-sell: 120,912 — [330, 209, 355, 219]
vouli-text-l: Κ. ΚΑΡΑΜΑΝΛΗΣ: Μάς ξέρετε καλά. Δεν πρόκειται να υποχωρήσουμε. Α. ΠΑΠΑΝΔΡΕΟΥ: Περιμένω την απάντηση του κ. Πρωθυπουργού. ΠΡΟΕΔΡΟΣ: Παρακαλώ ήσυχία. Ο κ. Δεβλέτογλου έχει τον λόγο. Ε. ΔΕΒΛΕΤΟΓΛΟΥ: Κύριε Πρόεδρε, δεν είπα τίποτε που να προσβάλλει κανένα. Γ. ΜΑΥΡΟΣ: Είναι απαράδεκτο. Η. ΗΛΙΟΥ: Μάλιστα. — [738, 1622, 924, 1678]
capital-heading: ΚΙΝΗΣΗ ΚΕΦΑΛΑΙΩΝ ΕΠΕΝΔΥΣΕΩΝ — [28, 172, 130, 192]
article-adedy-d: ΑΘΗΝΑΙ, 29.— Με ύγειονομική διάταξη όρίζονται όλα τα μέτρα που πρέπει να λαμβάνονται για την προστασία τής δημοσίας υγείας από τα προϊόντα που κυκλοφορούν στην άγορά. Οί έλεγχοι διεξάγονται συστηματικώς από τα αρμόδια όργανα και οί παραβάτες θα τιμωρούνται αυστηρά σύμφωνα με τις ισχύουσες διατάξεις. — [1347, 81, 1558, 128]
exchange-buy: 9,766 — [300, 218, 318, 227]
exchange-buy: 15,403 — [297, 254, 318, 264]
economic-column — [25, 0, 366, 1276]
capital-value-b: 62,073 — [113, 241, 133, 251]
exchange-name: Ελσίνκι — [141, 344, 165, 354]
vouli-text-n: Κ. ΚΑΡΑΜΑΝΛΗΣ: Μάς ξέρετε καλά. Δεν πρόκειται να υποχωρήσουμε. Α. ΠΑΠΑΝΔΡΕΟΥ: Περιμένω την απάντηση του κ. Πρωθυπουργού. ΠΡΟΕΔΡΟΣ: Παρακαλώ ήσυχία. Ο κ. Δεβλέτογλου έχει τον λόγο. Ε. ΔΕΒΛΕΤΟΓΛΟΥ: Κύριε Πρόεδρε, δεν είπα τίποτε που να προσβάλλει κανένα. Γ. ΜΑΥΡΟΣ: Είναι απαράδεκτο. Η. ΗΛΙΟΥ: Μάλιστα. — [931, 1385, 1117, 1441]
vouli-continuation: ΣΥΝΕΧΕΙΑ ΑΠ' ΤΗΝ 1Η ΣΕΛΙΔΑ — [545, 1310, 677, 1319]
ad1-line1: ΚΟΝΤΡΑΠΛΑΚΕ — [52, 1670, 136, 1682]
vouli-text-q: Κ. ΚΑΡΑΜΑΝΛΗΣ: Μάς ξέρετε καλά. Δεν πρόκειται να υποχωρήσουμε. Α. ΠΑΠΑΝΔΡΕΟΥ: Περιμένω την απάντηση του κ. Πρωθυπουργού. ΠΡΟΕΔΡΟΣ: Παρακαλώ ήσυχία. Ο κ. Δεβλέτογλου έχει τον λόγο. Ε. ΔΕΒΛΕΤΟΓΛΟΥ: Κύριε Πρόεδρε, δεν είπα τίποτε που να προσβάλλει κανένα. Γ. ΜΑΥΡΟΣ: Είναι απαράδεκτο. Η. ΗΛΙΟΥ: Μάλιστα. — [931, 1562, 1117, 1618]
gold-row — [141, 407, 355, 415]
article-vamvaki-a: ΑΘΗΝΑΙ, 29.— Με ύγειονομική διάταξη όρίζονται όλα τα μέτρα που πρέπει να λαμβάνονται για την προστασία τής δημοσίας υγείας από τα προϊόντα που κυκλοφορούν στην άγορά. Οί έλεγχοι διεξάγονται συστηματικώς από τα αρμόδια όργανα και οί παραβάτες θα τιμωρούνται αυστηρά σύμφωνα με τις ισχύουσες διατάξεις. — [25, 687, 187, 752]
capital-value-b: 6,952 — [116, 313, 133, 322]
left-narrow-column — [4, 0, 24, 2346]
capital-value-a: 15,055 — [25, 250, 46, 260]
exchange-buy: 1,007 — [300, 299, 318, 309]
headline-ypokeitai: ΥΠΟΚΕΙΝΤΑΙ ΣΕ ΔΑΣΜΟΥΣ ΚΑΙ ΟΙ ΕΙΣΑΓΩΓΕΣ ΤΩΝ Η.Σ.Α.Π. — [927, 186, 1107, 209]
exchange-sell: 7,225 — [337, 326, 355, 336]
vouli-text-j: Κ. ΚΑΡΑΜΑΝΛΗΣ: Μάς ξέρετε καλά. Δεν πρόκειται να υποχωρήσουμε. Α. ΠΑΠΑΝΔΡΕΟΥ: Περιμένω την απάντηση του κ. Πρωθυπουργού. ΠΡΟΕΔΡΟΣ: Παρακαλώ ήσυχία. Ο κ. Δεβλέτογλου έχει τον λόγο. Ε. ΔΕΒΛΕΤΟΓΛΟΥ: Κύριε Πρόεδρε, δεν είπα τίποτε που να προσβάλλει κανένα. Γ. ΜΑΥΡΟΣ: Είναι απαράδεκτο. Η. ΗΛΙΟΥ: Μάλιστα. — [738, 1503, 924, 1559]
vouli-text-m: Κ. ΚΑΡΑΜΑΝΛΗΣ: Μάς ξέρετε καλά. Δεν πρόκειται να υποχωρήσουμε. Α. ΠΑΠΑΝΔΡΕΟΥ: Περιμένω την απάντηση του κ. Πρωθυπουργού. ΠΡΟΕΔΡΟΣ: Παρακαλώ ήσυχία. Ο κ. Δεβλέτογλου έχει τον λόγο. Ε. ΔΕΒΛΕΤΟΓΛΟΥ: Κύριε Πρόεδρε, δεν είπα τίποτε που να προσβάλλει κανένα. Γ. ΜΑΥΡΟΣ: Είναι απαράδεκτο. Η. ΗΛΙΟΥ: Μάλιστα. — [931, 1310, 1117, 1366]
exchange-name: Μιλάνου 100 — [141, 317, 181, 326]
article-left-bottom-a: ΑΘΗΝΑΙ, 29.— Με ύγειονομική διάταξη όρίζονται όλα τα μέτρα που πρέπει να λαμβάνονται για την προστασία τής δημοσίας υγείας από τα προϊόντα που κυκλοφορούν στην άγορά. Οί έλεγχοι διεξάγονται συστηματικώς από τα αρμόδια όργανα και οί παραβάτες θα τιμωρούνται αυστηρά σύμφωνα με τις ισχύουσες διατάξεις. — [169, 1627, 355, 1683]
gold-row — [141, 398, 355, 407]
article-systaseis-b: ΑΘΗΝΑΙ, 29.— Στο υπουργείο έγινε χθες σύσκεψη των αρμοδίων παραγόντων, κατά την οποία εξετάσθηκαν τα θέματα που αφορούν τις προαγωγές και τη μισθολογική εξέλιξη των υπαλλήλων. — [363, 979, 535, 1016]
article-klefthis: ΑΘΗΝΑΙ, 29.— Με ύγειονομική διάταξη όρίζονται όλα τα μέτρα που πρέπει να λαμβάνονται για την προστασία τής δημοσίας υγείας από τα προϊόντα που κυκλοφορούν στην άγορά. Οί έλεγχοι διεξάγονται συστηματικώς από τα αρμόδια όργανα και οί παραβάτες θα τιμωρούνται αυστηρά σύμφωνα με τις ισχύουσες διατάξεις. — [363, 833, 535, 889]
headline-drapetis: ΔΡΑΠΕΤΗΣ ΤΟΥ ΚΟΡΥΔΑΛΛΟΥ ΣΥΝΕΛΗΦΘΗ — [367, 737, 531, 759]
capital-value-b: 4,081 — [116, 286, 133, 296]
exchange-buy: 7,082 — [300, 326, 318, 336]
exchange-sell: 37,222 — [334, 362, 355, 371]
exchange-name: Ριάλ Σαουδ. Αραβίας — [141, 218, 205, 227]
ad-plinthochrom — [1348, 2043, 1566, 2327]
exchange-name: Λονδίνου — [141, 236, 171, 246]
feature-text-a: ΑΘΗΝΑΙ, 29.— Με ύγειονομική διάταξη όρίζονται όλα τα μέτρα που πρέπει να λαμβάνονται για την προστασία τής δημοσίας υγείας από τα προϊόντα που κυκλοφορούν στην άγορά. Οί έλεγχοι διεξάγονται συστηματικώς από τα αρμόδια όργανα και οί παραβάτες θα τιμωρούνται αυστηρά σύμφωνα με τις ισχύουσες διατάξεις. — [545, 200, 722, 256]
exchange-row — [141, 309, 355, 318]
capital-value-b: 8,691 — [116, 268, 133, 277]
vouli-subhead-diagrafi: ΝΑ ΔΙΑΓΡΑΦΗ — [990, 1370, 1059, 1381]
exchange-buy: 62,066 — [297, 236, 318, 246]
article-topografoi-a: ΑΘΗΝΑΙ, 29.— Με ύγειονομική διάταξη όρίζονται όλα τα μέτρα που πρέπει να λαμβάνονται για την προστασία τής δημοσίας υγείας από τα προϊόντα που κυκλοφορούν στην άγορά. Οί έλεγχοι διεξάγονται συστηματικώς από τα αρμόδια όργανα και οί παραβάτες θα τιμωρούνται αυστηρά σύμφωνα με τις ισχύουσες διατάξεις. — [1127, 838, 1339, 885]
vouli-text-p: Κ. ΚΑΡΑΜΑΝΛΗΣ: Μάς ξέρετε καλά. Δεν πρόκειται να υποχωρήσουμε. Α. ΠΑΠΑΝΔΡΕΟΥ: Περιμένω την απάντηση του κ. Πρωθυπουργού. ΠΡΟΕΔΡΟΣ: Παρακαλώ ήσυχία. Ο κ. Δεβλέτογλου έχει τον λόγο. Ε. ΔΕΒΛΕΤΟΓΛΟΥ: Κύριε Πρόεδρε, δεν είπα τίποτε που να προσβάλλει κανένα. Γ. ΜΑΥΡΟΣ: Είναι απαράδεκτο. Η. ΗΛΙΟΥ: Μάλιστα. — [931, 1503, 1117, 1559]
exchange-sell: 1,028 — [337, 299, 355, 309]
exchange-block — [141, 172, 355, 443]
left-label-a: ΤΗΝ 4Η ΣΕΛ. — [25, 1089, 81, 1099]
article-eortasmos-a: ΑΘΗΝΑΙ, 29.— Με ύγειονομική διάταξη όρίζονται όλα τα μέτρα που πρέπει να λαμβάνονται για την προστασία τής δημοσίας υγείας από τα προϊόντα που κυκλοφορούν στην άγορά. Οί έλεγχοι διεξάγονται συστηματικώς από τα αρμόδια όργανα και οί παραβάτες θα τιμωρούνται αυστηρά σύμφωνα με τις ισχύουσες διατάξεις. — [363, 490, 535, 546]
exchange-name: Λίρα Μάλτας — [141, 191, 182, 200]
exchange-buy: 14,759 — [297, 271, 318, 281]
ad3-phone2: 742820 — [1486, 2281, 1550, 2299]
article-tmimatarches-b: ΑΘΗΝΑΙ, 29.— Στο υπουργείο έγινε χθες σύσκεψη των αρμοδίων παραγόντων, κατά την οποία εξετάσθηκαν τα θέματα που αφορούν τις προαγωγές και τη μισθολογική εξέλιξη των υπαλλήλων. — [917, 513, 1117, 550]
article-enoseis-b: ΑΘΗΝΑΙ, 29.— Στο υπουργείο έγινε χθες σύσκεψη των αρμοδίων παραγόντων, κατά την οποία εξετάσθηκαν τα θέματα που αφορούν τις προαγωγές και τη μισθολογική εξέλιξη των υπαλλήλων. — [1127, 642, 1339, 670]
exchange-name: Βρυξελλών — [141, 299, 175, 309]
article-left-bottom-b: ΑΘΗΝΑΙ, 29.— Στο υπουργείο έγινε χθες σύσκεψη των αρμοδίων παραγόντων, κατά την οποία εξετάσθηκαν τα θέματα που αφορούν τις προαγωγές και τη μισθολογική εξέλιξη των υπαλλήλων. — [169, 1686, 355, 1723]
article-elegxos-b: ΑΘΗΝΑΙ, 29.— Με ύγειονομική διάταξη όρίζονται όλα τα μέτρα που πρέπει να λαμβάνονται για την προστασία τής δημοσίας υγείας από τα προϊόντα που κυκλοφορούν στην άγορά. Οί έλεγχοι διεξάγονται συστηματικώς από τα αρμόδια όργανα και οί παραβάτες θα τιμωρούνται αυστηρά σύμφωνα με τις ισχύουσες διατάξεις. — [363, 165, 535, 220]
article-ionidis: ΑΘΗΝΑΙ, 29.— Στο υπουργείο έγινε χθες σύσκεψη των αρμοδίων παραγόντων, κατά την οποία εξετάσθηκαν τα θέματα που αφορούν τις προαγωγές και τη μισθολογική εξέλιξη των υπαλλήλων. — [363, 1037, 535, 1074]
exchange-sell: 15,714 — [334, 254, 355, 264]
gold-value: 127,50 — [334, 434, 355, 444]
exchange-subheading: ΑΓΟΡΑ ΠΩΛΗΣΗ — [217, 182, 279, 191]
headline-elegxos: ΔΙΕΞΑΓΕΤΑΙ ΕΛΕΓΧΟΣ ΤΩΝ ΑΠΟΡΡΥΠΑΝΤΙΚΩΝ ΓΙΑ ΤΗΝ ΠΡΟΣΤΑΣΙΑ ΤΗΣ ΔΗΜΟΣΙΑΣ ΥΓΕΙΑΣ — [372, 59, 525, 102]
left-block-1 — [4, 29, 24, 343]
article-emporiou-f: ΑΘΗΝΑΙ, 29.— Με ύγειονομική διάταξη όρίζονται όλα τα μέτρα που πρέπει να λαμβάνονται για την προστασία τής δημοσίας υγείας από τα προϊόντα που κυκλοφορούν στην άγορά. Οί έλεγχοι διεξάγονται συστηματικώς από τα αρμόδια όργανα και οί παραβάτες θα τιμωρούνται αυστηρά σύμφωνα με τις ισχύουσες διατάξεις. — [193, 962, 355, 1028]
gold-name: Αγγλίας — [141, 389, 166, 399]
article-dioikitikoi-b: ΑΘΗΝΑΙ, 29.— Στο υπουργείο έγινε χθες σύσκεψη των αρμοδίων παραγόντων, κατά την οποία εξετάσθηκαν τα θέματα που αφορούν τις προαγωγές και τη μισθολογική εξέλιξη των υπαλλήλων. — [917, 143, 1117, 180]
article-pasok-c: ΑΘΗΝΑΙ, 29.— Με ύγειονομική διάταξη όρίζονται όλα τα μέτρα που πρέπει να λαμβάνονται για την προστασία τής δημοσίας υγείας από τα προϊόντα που κυκλοφορούν στην άγορά. Οί έλεγχοι διεξάγονται συστηματικώς από τα αρμόδια όργανα και οί παραβάτες θα τιμωρούνται αυστηρά σύμφωνα με τις ισχύουσες διατάξεις. — [1347, 715, 1558, 761]
article-veroia-a: ΑΘΗΝΑΙ, 29.— Με ύγειονομική διάταξη όρίζονται όλα τα μέτρα που πρέπει να λαμβάνονται για την προστασία τής δημοσίας υγείας από τα προϊόντα που κυκλοφορούν στην άγορά. Οί έλεγχοι διεξάγονται συστηματικώς από τα αρμόδια όργανα και οί παραβάτες θα τιμωρούνται αυστηρά σύμφωνα με τις ισχύουσες διατάξεις. — [363, 635, 535, 691]
exchange-buy: 37,462 — [297, 362, 318, 371]
sub-sitisi: ΣΙΤΙΣΗ ΠΡΩΤΟΕΤΩΝ — [770, 354, 867, 365]
exchange-row — [141, 344, 355, 353]
gold-name: Φρανκφούρτης — [141, 415, 187, 425]
article-topografoi-d: ΑΘΗΝΑΙ, 29.— Με ύγειονομική διάταξη όρίζονται όλα τα μέτρα που πρέπει να λαμβάνονται για την προστασία τής δημοσίας υγείας από τα προϊόντα που κυκλοφορούν στην άγορά. Οί έλεγχοι διεξάγονται συστηματικώς από τα αρμόδια όργανα και οί παραβάτες θα τιμωρούνται αυστηρά σύμφωνα με τις ισχύουσες διατάξεις. — [1127, 970, 1339, 1016]
article-left-bottom-f: ΑΘΗΝΑΙ, 29.— Με ύγειονομική διάταξη όρίζονται όλα τα μέτρα που πρέπει να λαμβάνονται για την προστασία τής δημοσίας υγείας από τα προϊόντα που κυκλοφορούν στην άγορά. Οί έλεγχοι διεξάγονται συστηματικώς από τα αρμόδια όργανα και οί παραβάτες θα τιμωρούνται αυστηρά σύμφωνα με τις ισχύουσες διατάξεις. — [169, 1885, 355, 1941]
